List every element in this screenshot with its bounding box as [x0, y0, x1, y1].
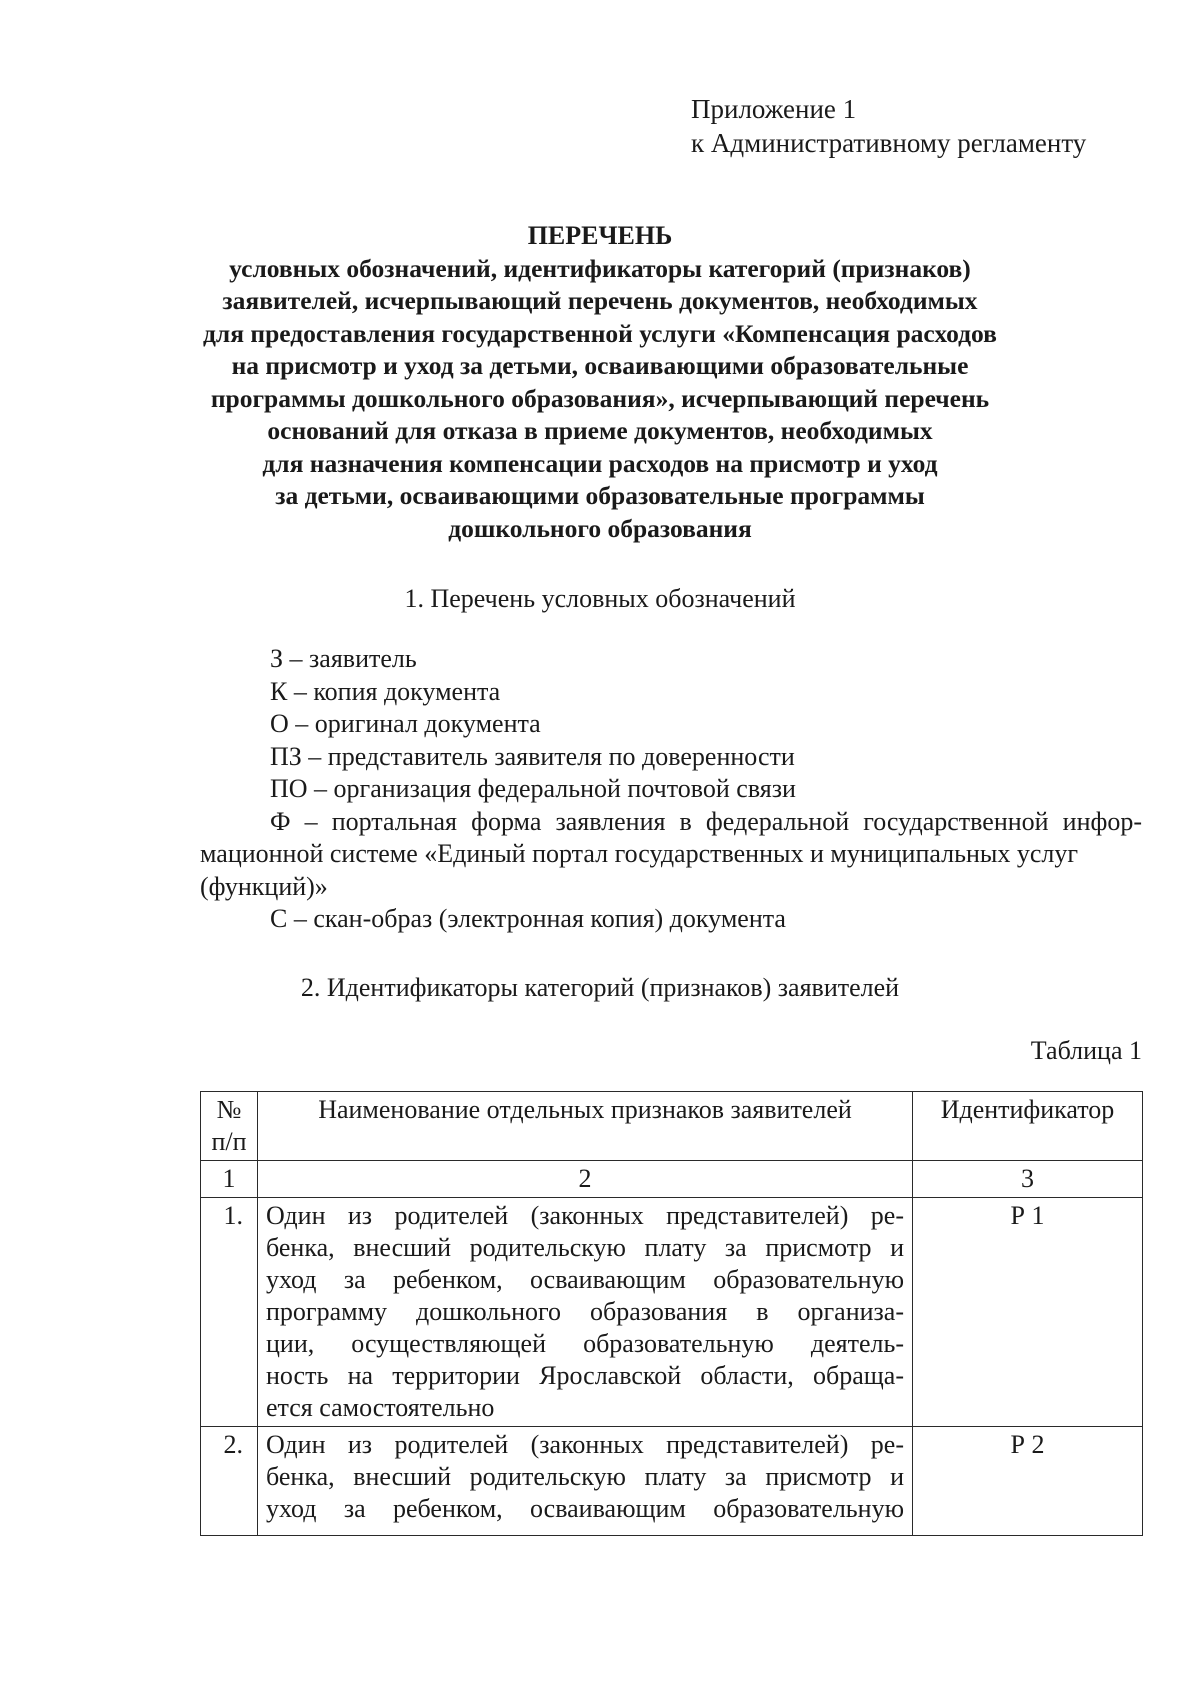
legend-list — [200, 643, 1142, 936]
description-line: Один из родителей (законных представителей) ре- — [266, 1430, 904, 1459]
document-heading — [150, 220, 1050, 545]
legend-item-line: Ф – портальная форма заявления в федеральной государственной инфор- — [270, 806, 1142, 836]
description-line: бенка, внесший родительскую плату за присмотр и — [266, 1462, 904, 1491]
heading-line: на присмотр и уход за детьми, осваивающими образовательные — [231, 351, 969, 380]
row-identifier: Р 1 — [913, 1198, 1143, 1427]
table-row — [201, 1198, 1143, 1427]
description-line: программу дошкольного образования в организа- — [266, 1297, 904, 1326]
description-line: ции, осуществляющей образовательную деятель- — [266, 1329, 904, 1358]
annex-regulation: к Административному регламенту — [691, 128, 1087, 158]
section-2-title: 2. Идентификаторы категорий (признаков) заявителей — [300, 973, 900, 1002]
heading-line: заявителей, исчерпывающий перечень документов, необходимых — [222, 286, 978, 315]
header-cell-number — [201, 1092, 258, 1161]
header-cell-identifier: Идентификатор — [913, 1092, 1143, 1161]
legend-item-portal-form — [200, 806, 1142, 904]
legend-item: ПО – организация федеральной почтовой связи — [270, 774, 796, 803]
annex-reference — [691, 92, 1086, 160]
row-number: 2. — [201, 1427, 258, 1536]
table-caption: Таблица 1 — [1030, 1036, 1142, 1065]
description-line: уход за ребенком, осваивающим образовательную — [266, 1265, 904, 1294]
header-number-line: п/п — [211, 1127, 247, 1156]
legend-item: ПЗ – представитель заявителя по доверенности — [270, 741, 795, 771]
heading-line: дошкольного образования — [448, 513, 752, 543]
table-header-row — [201, 1092, 1143, 1161]
row-description — [258, 1427, 913, 1536]
row-identifier: Р 2 — [913, 1427, 1143, 1536]
description-line: бенка, внесший родительскую плату за присмотр и — [266, 1233, 904, 1262]
heading-line: для предоставления государственной услуги «Компенсация расходов — [203, 318, 997, 348]
applicant-categories-table — [200, 1091, 1143, 1536]
legend-item: З – заявитель — [270, 644, 417, 673]
index-cell: 2 — [258, 1161, 913, 1198]
header-number-line: № — [216, 1095, 242, 1124]
index-cell: 1 — [201, 1161, 258, 1198]
legend-item: К – копия документа — [270, 676, 501, 706]
table-index-row — [201, 1161, 1143, 1198]
description-line: уход за ребенком, осваивающим образовательную — [266, 1494, 904, 1523]
document-title: ПЕРЕЧЕНЬ — [527, 221, 673, 250]
legend-item: С – скан-образ (электронная копия) документа — [270, 904, 786, 933]
table-row — [201, 1427, 1143, 1536]
heading-line: условных обозначений, идентификаторы категорий (признаков) — [229, 253, 971, 283]
section-1-title: 1. Перечень условных обозначений — [404, 584, 796, 613]
description-line: ется самостоятельно — [266, 1393, 495, 1422]
heading-line: оснований для отказа в приеме документов, необходимых — [267, 416, 933, 445]
description-line: ность на территории Ярославской области, обраща- — [266, 1361, 904, 1390]
heading-line: за детьми, осваивающими образовательные программы — [275, 481, 925, 510]
legend-item-line: мационной системе «Единый портал государственных и муниципальных услуг — [200, 839, 1079, 868]
index-cell: 3 — [913, 1161, 1143, 1198]
legend-item-line: (функций)» — [200, 871, 328, 901]
heading-line: программы дошкольного образования», исчерпывающий перечень — [210, 383, 990, 413]
row-number: 1. — [201, 1198, 258, 1427]
header-cell-name: Наименование отдельных признаков заявителей — [258, 1092, 913, 1161]
description-line: Один из родителей (законных представителей) ре- — [266, 1201, 904, 1230]
annex-number: Приложение 1 — [691, 94, 857, 124]
legend-item: О – оригинал документа — [270, 709, 541, 738]
row-description — [258, 1198, 913, 1427]
heading-line: для назначения компенсации расходов на присмотр и уход — [262, 448, 938, 478]
